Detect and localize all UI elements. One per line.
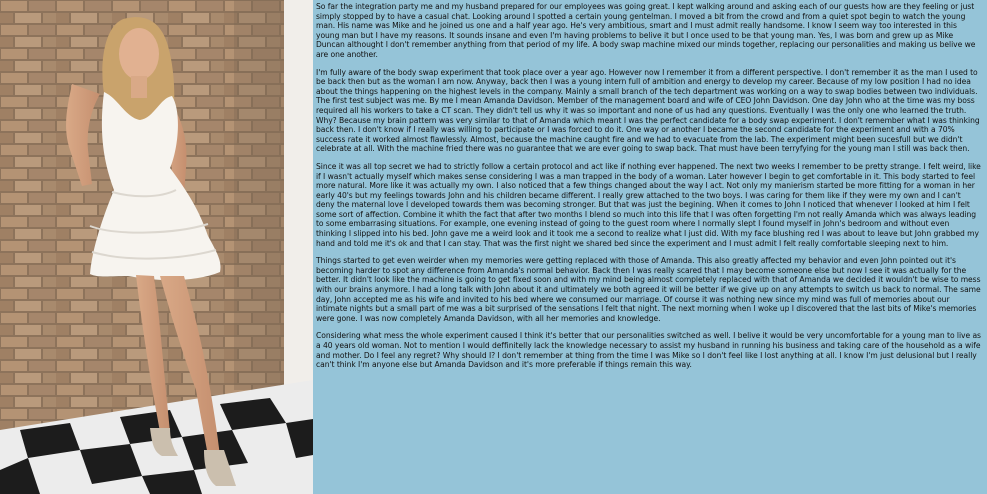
story-paragraph: Since it was all top secret we had to strictly follow a certain protocol and act like if nothing ever happened. The next two weeks I remember to be pretty strange. I felt weird, like if I wasn't actually myself which makes sense considering I was a man trapped in the body of a woman. Later however I begin to get comfortable in it. This body started to feel more natural. More like it was actually my own. I also noticed that a few things changed about the way I act. Not only my manierism started be more fitting for a woman in her early 40's but my feelings towards John and his children became different. I really grew attached to the two boys. I was caring for them like if they were my own and I can't deny the maternal love I developed towards them was becoming stronger. But that was just the begining. When it comes to John I noticed that whenever I looked at him I felt some sort of affection. Combine it whith the fact that after two months I blend so much into this life that I was often forgetting I'm not really Amanda which was always leading to some embarrasing situations. For example, one evening instead of going to the guest room where I normally slept I found myself in John's bedroom and without even thinking I slipped into his bed. John gave me a weird look and it took me a second to realize what I just did. With my face blushing red I was about to leave but John grabbed my hand and told me it's ok and that I can stay. That was the first night we shared bed since the experiment and I must admit I felt really comfortable sleeping next to him. bbox=[316, 161, 981, 248]
story-paragraph: So far the integration party me and my husband prepared for our employees was going great. I kept walking around and asking each of our guests how are they feeling or just simply stopped by to have a casual chat. Looking around I spotted a certain young gentelman. I moved a bit from the crowd and from a quiet spot begin to watch the young man. His name was Mike and he joined us one and a half year ago. He's very ambitious, smart and I must admit really handsome. I know I seem way too interested in this young man but I have my reasons. It sounds insane and even I'm having problems to belive it but I once used to be that young man. Yes, I was born and grew up as Mike Duncan althought I don't remember anything from that period of my life. A body swap machine mixed our minds together, replacing our personalities and making us belive we are one another. bbox=[316, 2, 976, 59]
story-paragraph: I'm fully aware of the body swap experiment that took place over a year ago. However now I remember it from a different perspective. I don't remember it as the man I used to be back then but as the woman I am now. Anyway, back then I was a young intern full of ambition and energy to develop my career. Because of my low position I had no idea about the things happening on the highest levels in the company. Mainly a small branch of the tech department was working on a way to swap bodies between two individuals. The first test subject was me. By me I mean Amanda Davidson. Member of the management board and wife of CEO John Davidson. One day John who at the time was my boss required all his workers to take a CT scan. They didn't tell us why it was so important and none of us had any questions. Eventually I was the only one who learned the truth. Why? Because my brain pattern was very similar to that of Amanda which meant I was the perfect candidate for a body swap experiment. I don't remember what I was thinking back then. I don't know if I really was willing to participate or I was forced to do it. One way or another I became the second candidate for the experiment and with a 70% success rate it worked almost flawlessly. Almost, because the machine caught fire and we had to evacuate from the lab. The experiment might been sucesfull but we didn't celebrate at all. With the machine fried there was no guarantee that we are ever going to swap back. That must have been terryfying for the young man I still was back then. bbox=[316, 67, 980, 154]
story-paragraph: Things started to get even weirder when my memories were getting replaced with those of Amanda. This also greatly affected my behavior and even John pointed out it's becoming harder to spot any difference from Amanda's normal behavior. Back then I was really scared that I may become someone else but now I see it was actually for the better. It didn't look like the machine is going to get fixed soon and with my mind being almost completely replaced with that of Amanda we decided it wouldn't be wise to mess with our brains anymore. I had a long talk with John about it and ultimately we both agreed it will be better if we give up on any attempts to switch us back to normal. The same day, John accepted me as his wife and invited to his bed where we consumed our marriage. Of course it was nothing new since my mind was full of memories about our intimate nights but a small part of me was a bit surprised of the sensations I felt that night. The next morning when I woke up I discovered that the last bits of Mike's memories were gone. I was now completely Amanda Davidson, with all her memories and knowledge. bbox=[316, 256, 981, 323]
photo-woman-white-dress-icon bbox=[0, 0, 313, 494]
story-paragraph: Considering what mess the whole experiment caused I think it's better that our personalities switched as well. I belive it would be very uncomfortable for a young man to live as a 40 years old woman. Not to mention I would deffinitelly lack the knowledge necessary to assist my husband in running his business and taking care of the household as a wife and mother. Do I feel any regret? Why should I? I don't remember at thing from the time I was Mike so I don't feel like I lost anything at all. I know I'm just delusional but I really can't think I'm anyone else but Amanda Davidson and it's more preferable if things remain this way. bbox=[316, 331, 981, 370]
story-text bbox=[313, 0, 987, 494]
photo-panel bbox=[0, 0, 313, 494]
